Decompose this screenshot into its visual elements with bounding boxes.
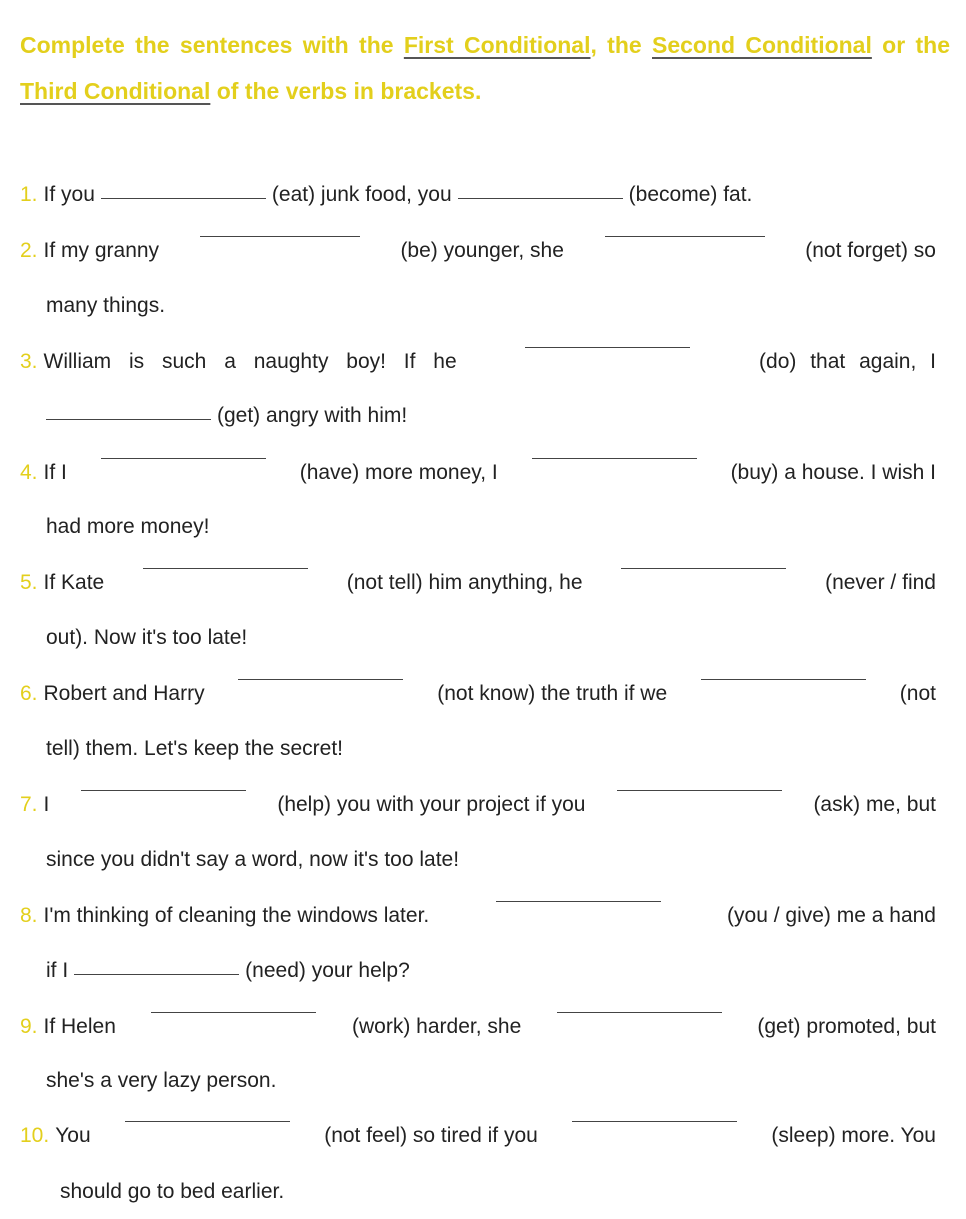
exercise-8 — [20, 901, 936, 931]
exercise-continuation: many things. — [46, 294, 166, 317]
exercise-number: 9. — [20, 1015, 38, 1038]
answer-blank[interactable] — [701, 679, 866, 680]
exercise-1 — [20, 180, 752, 210]
exercise-10 — [20, 1121, 936, 1151]
answer-blank[interactable] — [101, 458, 266, 459]
exercise-text: (you / give) me a hand — [727, 904, 936, 927]
exercise-2 — [20, 236, 936, 266]
exercise-text: If my granny — [43, 239, 160, 262]
exercise-3-cont — [46, 401, 407, 431]
exercise-text: (not know) the truth if we — [437, 682, 668, 705]
exercise-continuation: should go to bed earlier. — [60, 1180, 285, 1203]
instr-text: of the verbs in brackets. — [210, 78, 482, 104]
exercise-text: (eat) junk food, you — [271, 183, 452, 206]
exercise-text: (not tell) him anything, he — [346, 571, 583, 594]
exercise-text: if I — [46, 959, 69, 982]
exercise-segment — [20, 679, 205, 709]
answer-blank[interactable] — [496, 901, 661, 902]
exercise-continuation: tell) them. Let's keep the secret! — [46, 737, 343, 760]
answer-blank[interactable] — [617, 790, 782, 791]
instr-first-conditional: First Conditional — [403, 32, 591, 58]
exercise-text: If you — [43, 183, 95, 206]
exercise-4 — [20, 458, 936, 488]
exercise-segment — [20, 458, 67, 488]
instr-text: or the — [871, 32, 950, 58]
instr-second-conditional: Second Conditional — [652, 32, 872, 58]
exercise-text: I'm thinking of cleaning the windows later. — [43, 904, 430, 927]
exercise-text: (work) harder, she — [352, 1015, 522, 1038]
exercise-text: William is such a naughty boy! If he — [43, 350, 457, 373]
exercise-segment — [20, 790, 49, 820]
exercise-text: If I — [43, 461, 67, 484]
exercise-text: (become) fat. — [628, 183, 753, 206]
instr-third-conditional: Third Conditional — [20, 78, 211, 104]
exercise-number: 2. — [20, 239, 38, 262]
exercise-number: 7. — [20, 793, 38, 816]
exercise-8-cont — [46, 956, 410, 986]
answer-blank[interactable] — [572, 1121, 737, 1122]
exercise-3 — [20, 347, 936, 377]
exercise-6 — [20, 679, 936, 709]
answer-blank[interactable] — [143, 568, 308, 569]
exercise-text: (be) younger, she — [400, 239, 564, 262]
exercise-text: (help) you with your project if you — [277, 793, 586, 816]
answer-blank[interactable] — [74, 974, 239, 975]
exercise-text: (get) angry with him! — [217, 404, 408, 427]
instructions — [20, 22, 950, 114]
answer-blank[interactable] — [621, 568, 786, 569]
exercise-segment — [20, 1012, 116, 1042]
answer-blank[interactable] — [238, 679, 403, 680]
exercise-segment — [20, 568, 104, 598]
exercise-9 — [20, 1012, 936, 1042]
answer-blank[interactable] — [125, 1121, 290, 1122]
exercise-continuation: had more money! — [46, 515, 210, 538]
exercise-text: (never / find — [825, 571, 936, 594]
exercise-text: (sleep) more. You — [771, 1124, 936, 1147]
exercise-text: If Helen — [43, 1015, 116, 1038]
exercise-number: 8. — [20, 904, 38, 927]
exercise-text: (not feel) so tired if you — [324, 1124, 538, 1147]
exercise-text: (not forget) so — [805, 239, 936, 262]
exercise-segment — [20, 901, 429, 931]
exercise-5 — [20, 568, 936, 598]
exercise-text: (need) your help? — [245, 959, 410, 982]
exercise-number: 6. — [20, 682, 38, 705]
exercise-segment — [20, 1121, 91, 1151]
exercise-number: 4. — [20, 461, 38, 484]
answer-blank[interactable] — [605, 236, 765, 237]
exercise-text: (ask) me, but — [813, 793, 936, 816]
instr-text: , the — [590, 32, 652, 58]
exercise-7 — [20, 790, 936, 820]
exercise-text: (get) promoted, but — [757, 1015, 936, 1038]
exercise-continuation: out). Now it's too late! — [46, 626, 248, 649]
answer-blank[interactable] — [151, 1012, 316, 1013]
exercise-number: 10. — [20, 1124, 50, 1147]
exercise-number: 5. — [20, 571, 38, 594]
exercise-text: If Kate — [43, 571, 105, 594]
instr-text: Complete the sentences with the — [20, 32, 404, 58]
exercise-text: You — [55, 1124, 91, 1147]
exercise-number: 1. — [20, 183, 38, 206]
exercise-text: (buy) a house. I wish I — [730, 461, 936, 484]
answer-blank[interactable] — [557, 1012, 722, 1013]
answer-blank[interactable] — [101, 198, 266, 199]
exercise-text: I — [43, 793, 50, 816]
answer-blank[interactable] — [458, 198, 623, 199]
exercise-continuation: since you didn't say a word, now it's too late! — [46, 848, 460, 871]
answer-blank[interactable] — [525, 347, 690, 348]
exercise-continuation: she's a very lazy person. — [46, 1069, 277, 1092]
exercise-number: 3. — [20, 350, 38, 373]
exercise-segment — [20, 347, 457, 377]
answer-blank[interactable] — [200, 236, 360, 237]
exercise-text: Robert and Harry — [43, 682, 205, 705]
answer-blank[interactable] — [81, 790, 246, 791]
exercise-segment — [20, 236, 159, 266]
answer-blank[interactable] — [46, 419, 211, 420]
exercise-text: (do) that again, I — [759, 350, 936, 373]
exercise-text: (have) more money, I — [299, 461, 498, 484]
answer-blank[interactable] — [532, 458, 697, 459]
exercise-text: (not — [899, 682, 936, 705]
